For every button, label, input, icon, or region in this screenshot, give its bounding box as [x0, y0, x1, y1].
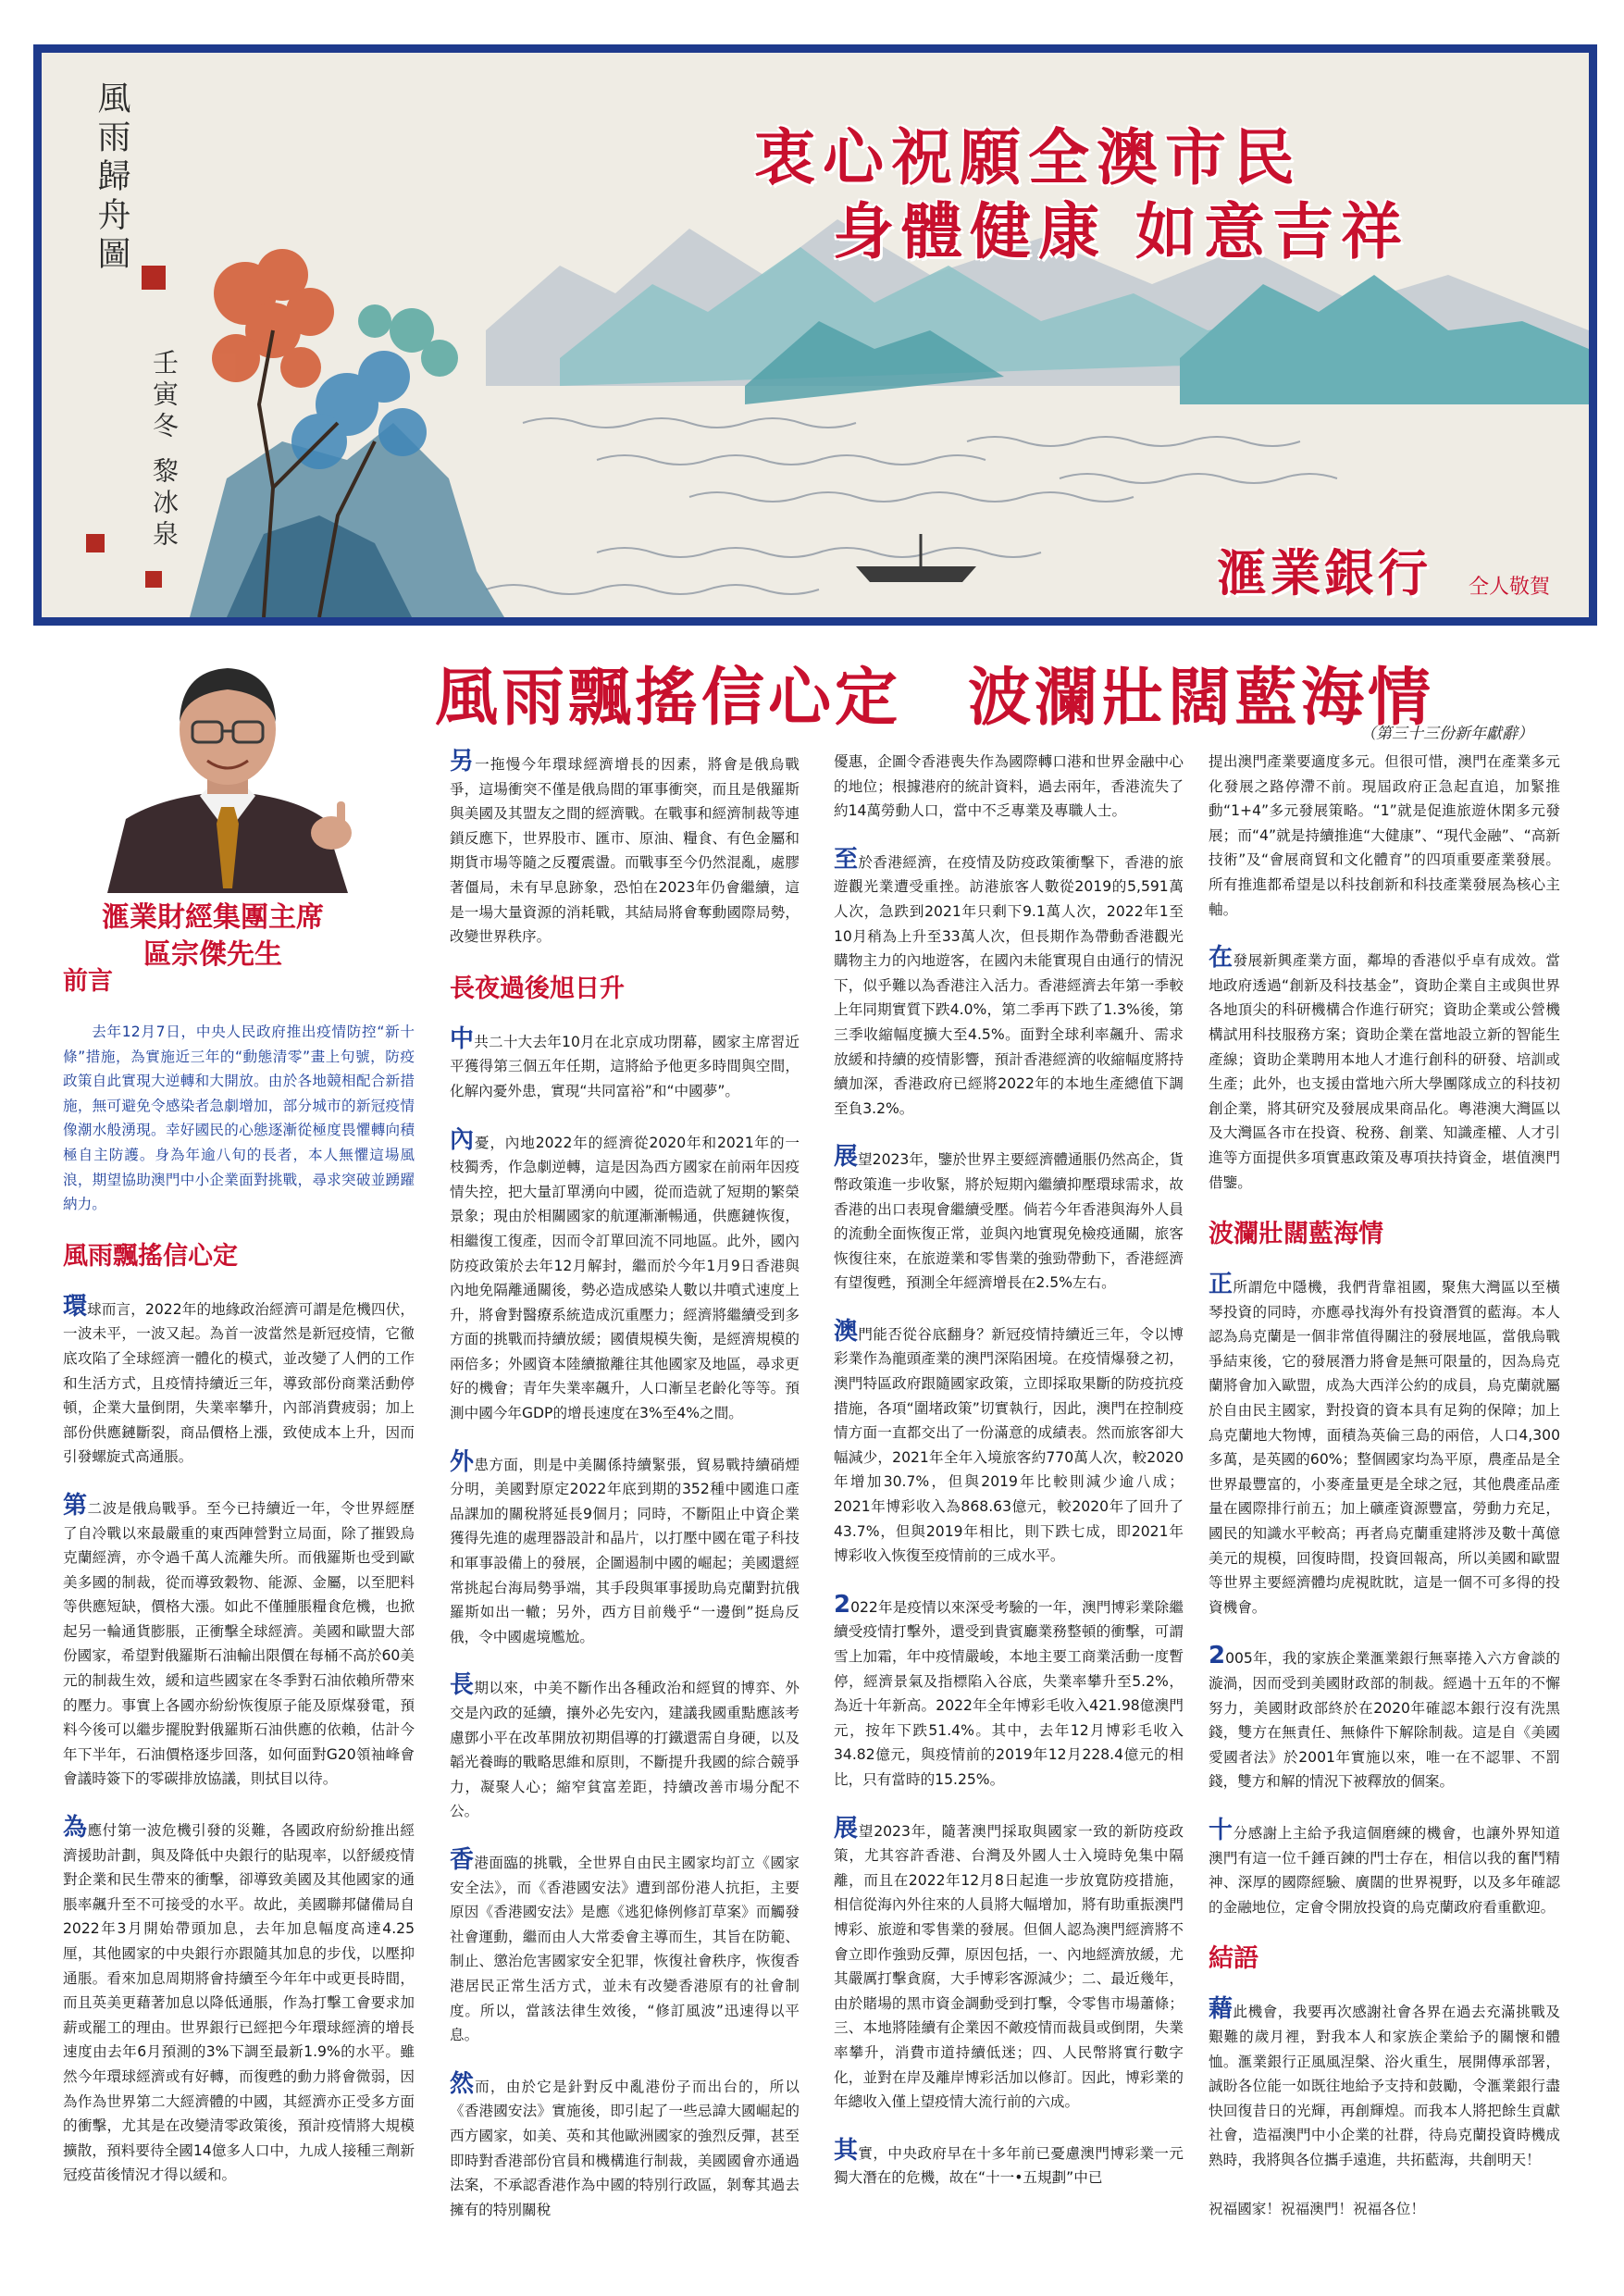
column-3 — [834, 750, 1184, 2215]
drop-cap: 中 — [450, 1024, 475, 1053]
drop-cap: 十 — [1209, 1816, 1233, 1844]
drop-cap: 外 — [450, 1447, 475, 1476]
paragraph — [834, 1317, 1184, 1569]
paragraph — [450, 1024, 800, 1104]
banner-painting — [33, 44, 1597, 626]
paragraph-text: 發展新興產業方面，鄰埠的香港似乎卓有成效。當地政府透過“創新及科技基金”，資助企業自主或與世界各地頂尖的科研機構合作進行研究；資助企業或公營機構試用科技服務方案；資助企業在當地設立新的智能生產線；資助企業聘用本地人才進行創科的研發、培訓或生產；此外，也支援由當地六所大學團隊成立的科技初創企業，將其研究及發展成果商品化。粵港澳大灣區以及大灣區各市在投資、稅務、創業、知識產權、人才引進等方面提供多項實惠政策及專項扶持資金，堪值澳門借鑒。 — [1209, 952, 1560, 1191]
paragraph — [63, 1816, 415, 2188]
drop-cap: 正 — [1209, 1271, 1233, 1299]
chairman-title-line-1: 滙業財經集團主席 — [102, 901, 324, 934]
paragraph — [1209, 1997, 1560, 2172]
column-2 — [450, 750, 800, 2246]
section-heading-2: 長夜過後旭日升 — [450, 974, 625, 1003]
seal-stamp — [86, 534, 105, 552]
greeting-line-2: 身體健康 如意吉祥 — [833, 195, 1409, 267]
page-title: 風雨飄搖信心定 波瀾壯闊藍海情 — [435, 661, 1435, 735]
paragraph-text: 共二十大去年10月在北京成功閉幕，國家主席習近平獲得第三個五年任期，這將給予他更多時間與空間，化解內憂外患，實現“共同富裕”和“中國夢”。 — [450, 1033, 800, 1099]
seal-stamp — [145, 571, 162, 588]
bank-signature: 仝人敬賀 — [1469, 576, 1551, 599]
paragraph-text: 門能否從谷底翻身？新冠疫情持續近三年，令以博彩業作為龍頭產業的澳門深陷困境。在疫情爆發之初，澳門特區政府跟隨國家政策，立即採取果斷的防疫抗疫措施，各項“圍堵政策”切實執行，因此，澳門在控制疫情方面一直都交出了一份滿意的成績表。然而旅客卻大幅減少，2021年全年入境旅客約770萬人次，較2020年增加30.7%，但與2019年比較則減少逾八成；2021年博彩收入為868.63億元，較2020年了回升了43.7%，但與2019年相比，則下跌七成，即2021年博彩收入恢復至疫情前的三成水平。 — [834, 1325, 1184, 1565]
drop-cap: 澳 — [834, 1317, 859, 1346]
paragraph — [1209, 1644, 1560, 1794]
paragraph-text: 患方面，則是中美關係持續緊張，貿易戰持續硝煙分明，美國對原定2022年底到期的352種中國進口產品課加的關稅將延長9個月；同時，不斷阻止中資企業獲得先進的處理器設計和晶片，以打壓中國在電子科技和軍事設備上的發展，企圖遏制中國的崛起；美國還經常挑起台海局勢爭端，其手段與軍事援助烏克蘭對抗俄羅斯如出一轍；另外，西方目前幾乎“一邊倒”挺烏反俄，令中國處境尷尬。 — [450, 1456, 800, 1645]
seal-stamp — [142, 266, 166, 290]
paragraph-text: 所謂危中隱機，我們背靠祖國，聚焦大灣區以至橫琴投資的同時，亦應尋找海外有投資潛質的藍海。本人認為烏克蘭是一個非常值得關注的發展地區，當俄烏戰爭結束後，它的發展潛力將會是無可限量的，因為烏克蘭將會加入歐盟，成為大西洋公約的成員，烏克蘭就屬於自由民主國家，對投資的資本具有足夠的保障；加上烏克蘭地大物博，面積為英倫三島的兩倍，人口4,300多萬，是英國的60%；整個國家均為平原，農產品是全世界最豐富的，小麥產量更是全球之冠，其他農產品產量在國際排行前五；加上礦產資源豐富，勞動力充足，國民的知識水平較高；再者烏克蘭重建將涉及數十萬億美元的規模，回復時間，投資回報高，所以美國和歐盟等世界主要經濟體均虎視眈眈，這是一個不可多得的投資機會。 — [1209, 1279, 1560, 1616]
paragraph-text: 於香港經濟，在疫情及防疫政策衝擊下，香港的旅遊觀光業遭受重挫。訪港旅客人數從2019的5,591萬人次，急跌到2021年只剩下9.1萬人次，2022年1至10月稍為上升至33萬人次，但長期作為帶動香港觀光購物主力的內地遊客，在國內未能實現自由通行的情況下，似乎難以為香港注入活力。香港經濟去年第一季較上年同期實質下跌4.0%，第二季再下跌了1.3%後，第三季收縮幅度擴大至4.5%。面對全球利率飆升、需求放緩和持續的疫情影響，預計香港經濟的收縮幅度將持續加深，香港政府已經將2022年的本地生產總值下調至負3.2%。 — [834, 853, 1184, 1117]
chairman-title-line-2: 區宗傑先生 — [143, 938, 282, 971]
paragraph-text: 憂，內地2022年的經濟從2020年和2021年的一枝獨秀，作急劇逆轉，這是因為西方國家在前兩年因疫情失控，把大量訂單湧向中國，從而造就了短期的繁榮景象；現由於相關國家的航運漸漸暢通，供應鏈恢復，相繼復工復產，因而令訂單回流不同地區。此外，國內防疫政策於去年12月解封，繼而於今年1月9日香港與內地免隔離通關後，勢必造成感染人數以井噴式速度上升，將會對醫療系統造成沉重壓力；經濟將繼續受到多方面的挑戰而持續放緩；國債規模失衡，是經濟規模的兩倍多；外國資本陸續撤離往其他國家及地區，尋求更好的機會；青年失業率飆升，人口漸呈老齡化等等。預測中國今年GDP的增長速度在3%至4%之間。 — [450, 1134, 800, 1422]
column-1 — [63, 953, 415, 2212]
portrait-illustration — [89, 648, 366, 893]
paragraph-text: 應付第一波危機引發的災難，各國政府紛紛推出經濟援助計劃，與及降低中央銀行的貼現率，以舒緩疫情對企業和民生帶來的衝擊，卻導致美國及其他國家的通脹率飆升至不可接受的水平。故此，美國聯邦儲備局自2022年3月開始帶頭加息，去年加息幅度高達4.25厘，其他國家的中央銀行亦跟隨其加息的步伐，以壓抑通脹。看來加息周期將會持續至今年年中或更長時間，而且英美更藉著加息以降低通脹，作為打擊工會要求加薪或罷工的理由。世界銀行已經把今年環球經濟的增長速度由去年6月預測的3%下調至最新1.9%的水平。雖然今年環球經濟或有好轉，而復甦的動力將會微弱，因為作為世界第二大經濟體的中國，其經濟亦正受多方面的衝擊，尤其是在改變清零政策後，預計疫情將大規模擴散，預料要待全國14億多人口中，九成人接種三劑新冠疫苗後情況才得以緩和。 — [63, 1822, 415, 2184]
paragraph: 提出澳門產業要適度多元。但很可惜，澳門在產業多元化發展之路停滯不前。現屆政府正急起直追，加緊推動“1+4”多元發展策略。“1”就是促進旅遊休閑多元發展；而“4”就是持續推進“大健康”、“現代金融”、“高新技術”及“會展商貿和文化體育”的四項重要產業發展。所有推進都希望是以科技創新和科技產業發展為核心主軸。 — [1209, 753, 1560, 918]
paragraph-text: 分感謝上主給予我這個磨練的機會，也讓外界知道澳門有這一位千錘百鍊的門士存在，相信以我的奮鬥精神、深厚的國際經驗、廣闊的世界視野，以及多年確認的金融地位，定會令開放投資的烏克蘭政府看重歡迎。 — [1209, 1824, 1560, 1916]
drop-cap: 2 — [1209, 1642, 1226, 1670]
bank-name: 滙業銀行 — [1217, 543, 1432, 602]
drop-cap: 2 — [834, 1590, 851, 1619]
calligraphy-title: 風雨歸舟圖 — [93, 81, 130, 275]
section-heading-1: 風雨飄搖信心定 — [63, 1241, 238, 1271]
drop-cap: 環 — [63, 1292, 88, 1321]
paragraph-text: 而，由於它是針對反中亂港份子而出台的，所以《香港國安法》實施後，即引起了一些忌諱大國崛起的西方國家，如美、英和其他歐洲國家的強烈反彈，甚至即時對香港部份官員和機構進行制裁，美國國會亦通過法案，不承認香港作為中國的特別行政區，剝奪其過去擁有的特別關稅 — [450, 2078, 800, 2218]
chairman-portrait — [89, 648, 366, 893]
paragraph-text: 望2023年，隨著澳門採取與國家一致的新防疫政策，尤其容許香港、台灣及外國人士入境時免集中隔離，而且在2022年12月8日起進一步放寬防疫措施，相信從海內外往來的人員將大幅增加，將有助重振澳門博彩、旅遊和零售業的發展。但個人認為澳門經濟將不會立即作強勁反彈，原因包括，一、內地經濟放緩，尤其嚴厲打擊貪腐，大手博彩客源減少；二、最近幾年，由於賭場的黑市資金調動受到打擊，令零售市場蕭條；三、本地將陸續有企業因不敵疫情而裁員或倒閉，失業率攀升，消費市道持續低迷；四、人民幣將實行數字化，並對在岸及離岸博彩活加以修訂。因此，博彩業的年總收入僅上望疫情大流行前的六成。 — [834, 1822, 1184, 2111]
paragraph — [1209, 1818, 1560, 1919]
paragraph — [450, 1845, 800, 2048]
closing-blessing: 祝福國家！祝福澳門！祝福各位！ — [1209, 2200, 1425, 2217]
paragraph-text: 球而言，2022年的地緣政治經濟可謂是危機四伏，一波未平，一波又起。為首一波當然是新冠疫情，它徹底攻陷了全球經濟一體化的模式，並改變了人們的工作和生活方式，且疫情持續近三年，導致部份商業活動停頓，企業大量倒閉，失業率攀升，內部消費疲弱；加上部份供應鏈斷裂，商品價格上漲，致使成本上升，因而引發螺旋式高通脹。 — [63, 1300, 415, 1466]
drop-cap: 其 — [834, 2136, 859, 2165]
paragraph — [834, 2136, 1184, 2191]
drop-cap: 藉 — [1209, 1995, 1233, 2024]
calligraphy-signature: 壬寅冬 黎冰泉 — [149, 349, 180, 552]
paragraph-text: 022年是疫情以來深受考驗的一年，澳門博彩業除繼續受疫情打擊外，還受到貴賓廳業務整頓的衝擊，可謂雪上加霜，年中疫情嚴峻，本地主要工商業活動一度暫停，經濟景氣及指標陷入谷底，失業率攀升至5.2%，為近十年新高。2022年全年博彩毛收入421.98億澳門元，按年下跌51.4%。其中，去年12月博彩毛收入34.82億元，與疫情前的2019年12月228.4億元的相比，只有當時的15.25%。 — [834, 1598, 1184, 1788]
title-subnote: （第三十三份新年獻辭） — [1360, 725, 1533, 743]
paragraph-text: 港面臨的挑戰，全世界自由民主國家均訂立《國家安全法》，而《香港國安法》遭到部份港人抗拒，主要原因《香港國安法》是應《逃犯條例修訂草案》而觸發社會運動，繼而由人大常委會主導而生，其旨在防範、制止、懲治危害國家安全犯罪，恢復社會秩序，恢復香港居民正常生活方式，並未有改變香港原有的社會制度。所以，當該法律生效後，“修訂風波”迅速得以平息。 — [450, 1854, 800, 2044]
drop-cap: 在 — [1209, 944, 1233, 973]
drop-cap: 至 — [834, 845, 859, 874]
paragraph-text: 望2023年，鑒於世界主要經濟體通脹仍然高企，貨幣政策進一步收緊，將於短期內繼續抑壓環球需求，故香港的出口表現會繼續受壓。倘若今年香港與海外人員的流動全面恢復正常，並與內地實現免檢疫通關，旅客恢復往來，在旅遊業和零售業的強勁帶動下，香港經濟有望復甦，預測全年經濟增長在2.5%左右。 — [834, 1151, 1184, 1292]
paragraph — [1209, 946, 1560, 1195]
paragraph-text: 期以來，中美不斷作出各種政治和經貿的博弈、外交是內政的延續，攘外必先安內，建議我國重點應該考慮鄧小平在改革開放初期倡導的打鐵還需自身硬，以及韜光養晦的戰略思維和原則，不斷提升我國的綜合競爭力，凝聚人心；縮窄貧富差距，持續改善市場分配不公。 — [450, 1680, 800, 1820]
paragraph — [450, 1125, 800, 1426]
column-4 — [1209, 750, 1560, 2245]
paragraph — [63, 1491, 415, 1792]
paragraph — [450, 2069, 800, 2223]
paragraph-text: 二波是俄烏戰爭。至今已持續近一年，令世界經歷了自冷戰以來最嚴重的東西陣營對立局面，除了摧毀烏克蘭經濟，亦令過千萬人流離失所。而俄羅斯也受到歐美多國的制裁，從而導致穀物、能源、金屬，以至肥料等供應短缺，價格大漲。如此不僅腫脹糧食危機，也掀起另一輪通貨膨脹，正衝擊全球經濟。美國和歐盟大部份國家，希望對俄羅斯石油輸出限價在每桶不高於60美元的制裁生效，緩和這些國家在冬季對石油依賴所帶來的壓力。事實上各國亦紛紛恢復原子能及原煤發電，預料今後可以繼步擺脫對俄羅斯石油供應的依賴，估計今年下半年，石油價格逐步回落，如何面對G20領袖峰會會議時簽下的零碳排放協議，則拭目以待。 — [63, 1499, 415, 1788]
drop-cap: 展 — [834, 1143, 859, 1172]
paragraph — [450, 750, 800, 949]
drop-cap: 第 — [63, 1491, 88, 1520]
drop-cap: 為 — [63, 1814, 88, 1843]
drop-cap: 然 — [450, 2069, 476, 2098]
drop-cap: 展 — [834, 1814, 859, 1843]
drop-cap: 另 — [450, 748, 476, 776]
paragraph-text: 實，中央政府早在十多年前已憂慮澳門博彩業一元獨大潛在的危機，故在“十一•五規劃”中已 — [834, 2144, 1184, 2187]
drop-cap: 內 — [450, 1125, 475, 1154]
paragraph — [1209, 1272, 1560, 1620]
section-heading-3: 波瀾壯闊藍海情 — [1209, 1220, 1383, 1249]
section-heading-4: 結語 — [1209, 1944, 1258, 1974]
section-heading-intro: 前言 — [63, 967, 113, 996]
paragraph: 優惠，企圖令香港喪失作為國際轉口港和世界金融中心的地位；根據港府的統計資料，過去兩年，香港流失了約14萬勞動人口，當中不乏專業及專職人士。 — [834, 753, 1184, 820]
greeting-line-1: 衷心祝願全澳市民 — [754, 121, 1302, 193]
paragraph — [450, 1447, 800, 1650]
paragraph — [834, 1145, 1184, 1296]
paragraph — [63, 1292, 415, 1470]
paragraph — [834, 1590, 1184, 1793]
paragraph — [834, 1814, 1184, 2115]
paragraph — [450, 1673, 800, 1824]
paragraph-text: 一拖慢今年環球經濟增長的因素，將會是俄烏戰爭，這場衝突不僅是俄烏間的軍事衝突，而且是俄羅斯與美國及其盟友之間的經濟戰。在戰事和經濟制裁等連鎖反應下，世界股市、匯市、原油、糧食、有色金屬和期貨市場等隨之反覆震盪。而戰事至今仍然混亂，處膠著僵局，未有早息跡象，恐怕在2023年仍會繼續，這是一場大量資源的消耗戰，其結局將會奪動國際局勢，改變世界秩序。 — [450, 756, 800, 946]
paragraph-text: 005年，我的家族企業滙業銀行無辜捲入六方會談的漩渦，因而受到美國財政部的制裁。經過十五年的不懈努力，美國財政部終於在2020年確認本銀行沒有洗黑錢，雙方在無責任、無條件下解除制裁。這是自《美國愛國者法》於2001年實施以來，唯一在不認罪、不罰錢，雙方和解的情況下被釋放的個案。 — [1209, 1650, 1560, 1791]
paragraph — [834, 845, 1184, 1122]
intro-paragraph: 去年12月7日，中央人民政府推出疫情防控“新十條”措施，為實施近三年的“動態清零”畫上句號，防疫政策自此實現大逆轉和大開放。由於各地競相配合新措施，無可避免令感染者急劇增加，部分城市的新冠疫情像潮水般湧現。幸好國民的心態逐漸從極度畏懼轉向積極自主防護。身為年逾八旬的長者，本人無懼這場風浪，期望協助澳門中小企業面對挑戰，尋求突破並踴躍納力。 — [63, 1024, 415, 1213]
drop-cap: 長 — [450, 1671, 475, 1700]
drop-cap: 香 — [450, 1845, 475, 1874]
paragraph-text: 此機會，我要再次感謝社會各界在過去充滿挑戰及艱難的歲月裡，對我本人和家族企業給予的關懷和體恤。滙業銀行正風風涅槃、浴火重生，展開傳承部署，誠盼各位能一如既往地給予支持和鼓勵，令滙業銀行盡快回復昔日的光輝，再創輝煌。而我本人將把餘生貢獻社會，造福澳門中小企業的社群，待烏克蘭投資時機成熟時，我將與各位攜手遠進，共拓藍海，共創明天！ — [1209, 2004, 1560, 2168]
